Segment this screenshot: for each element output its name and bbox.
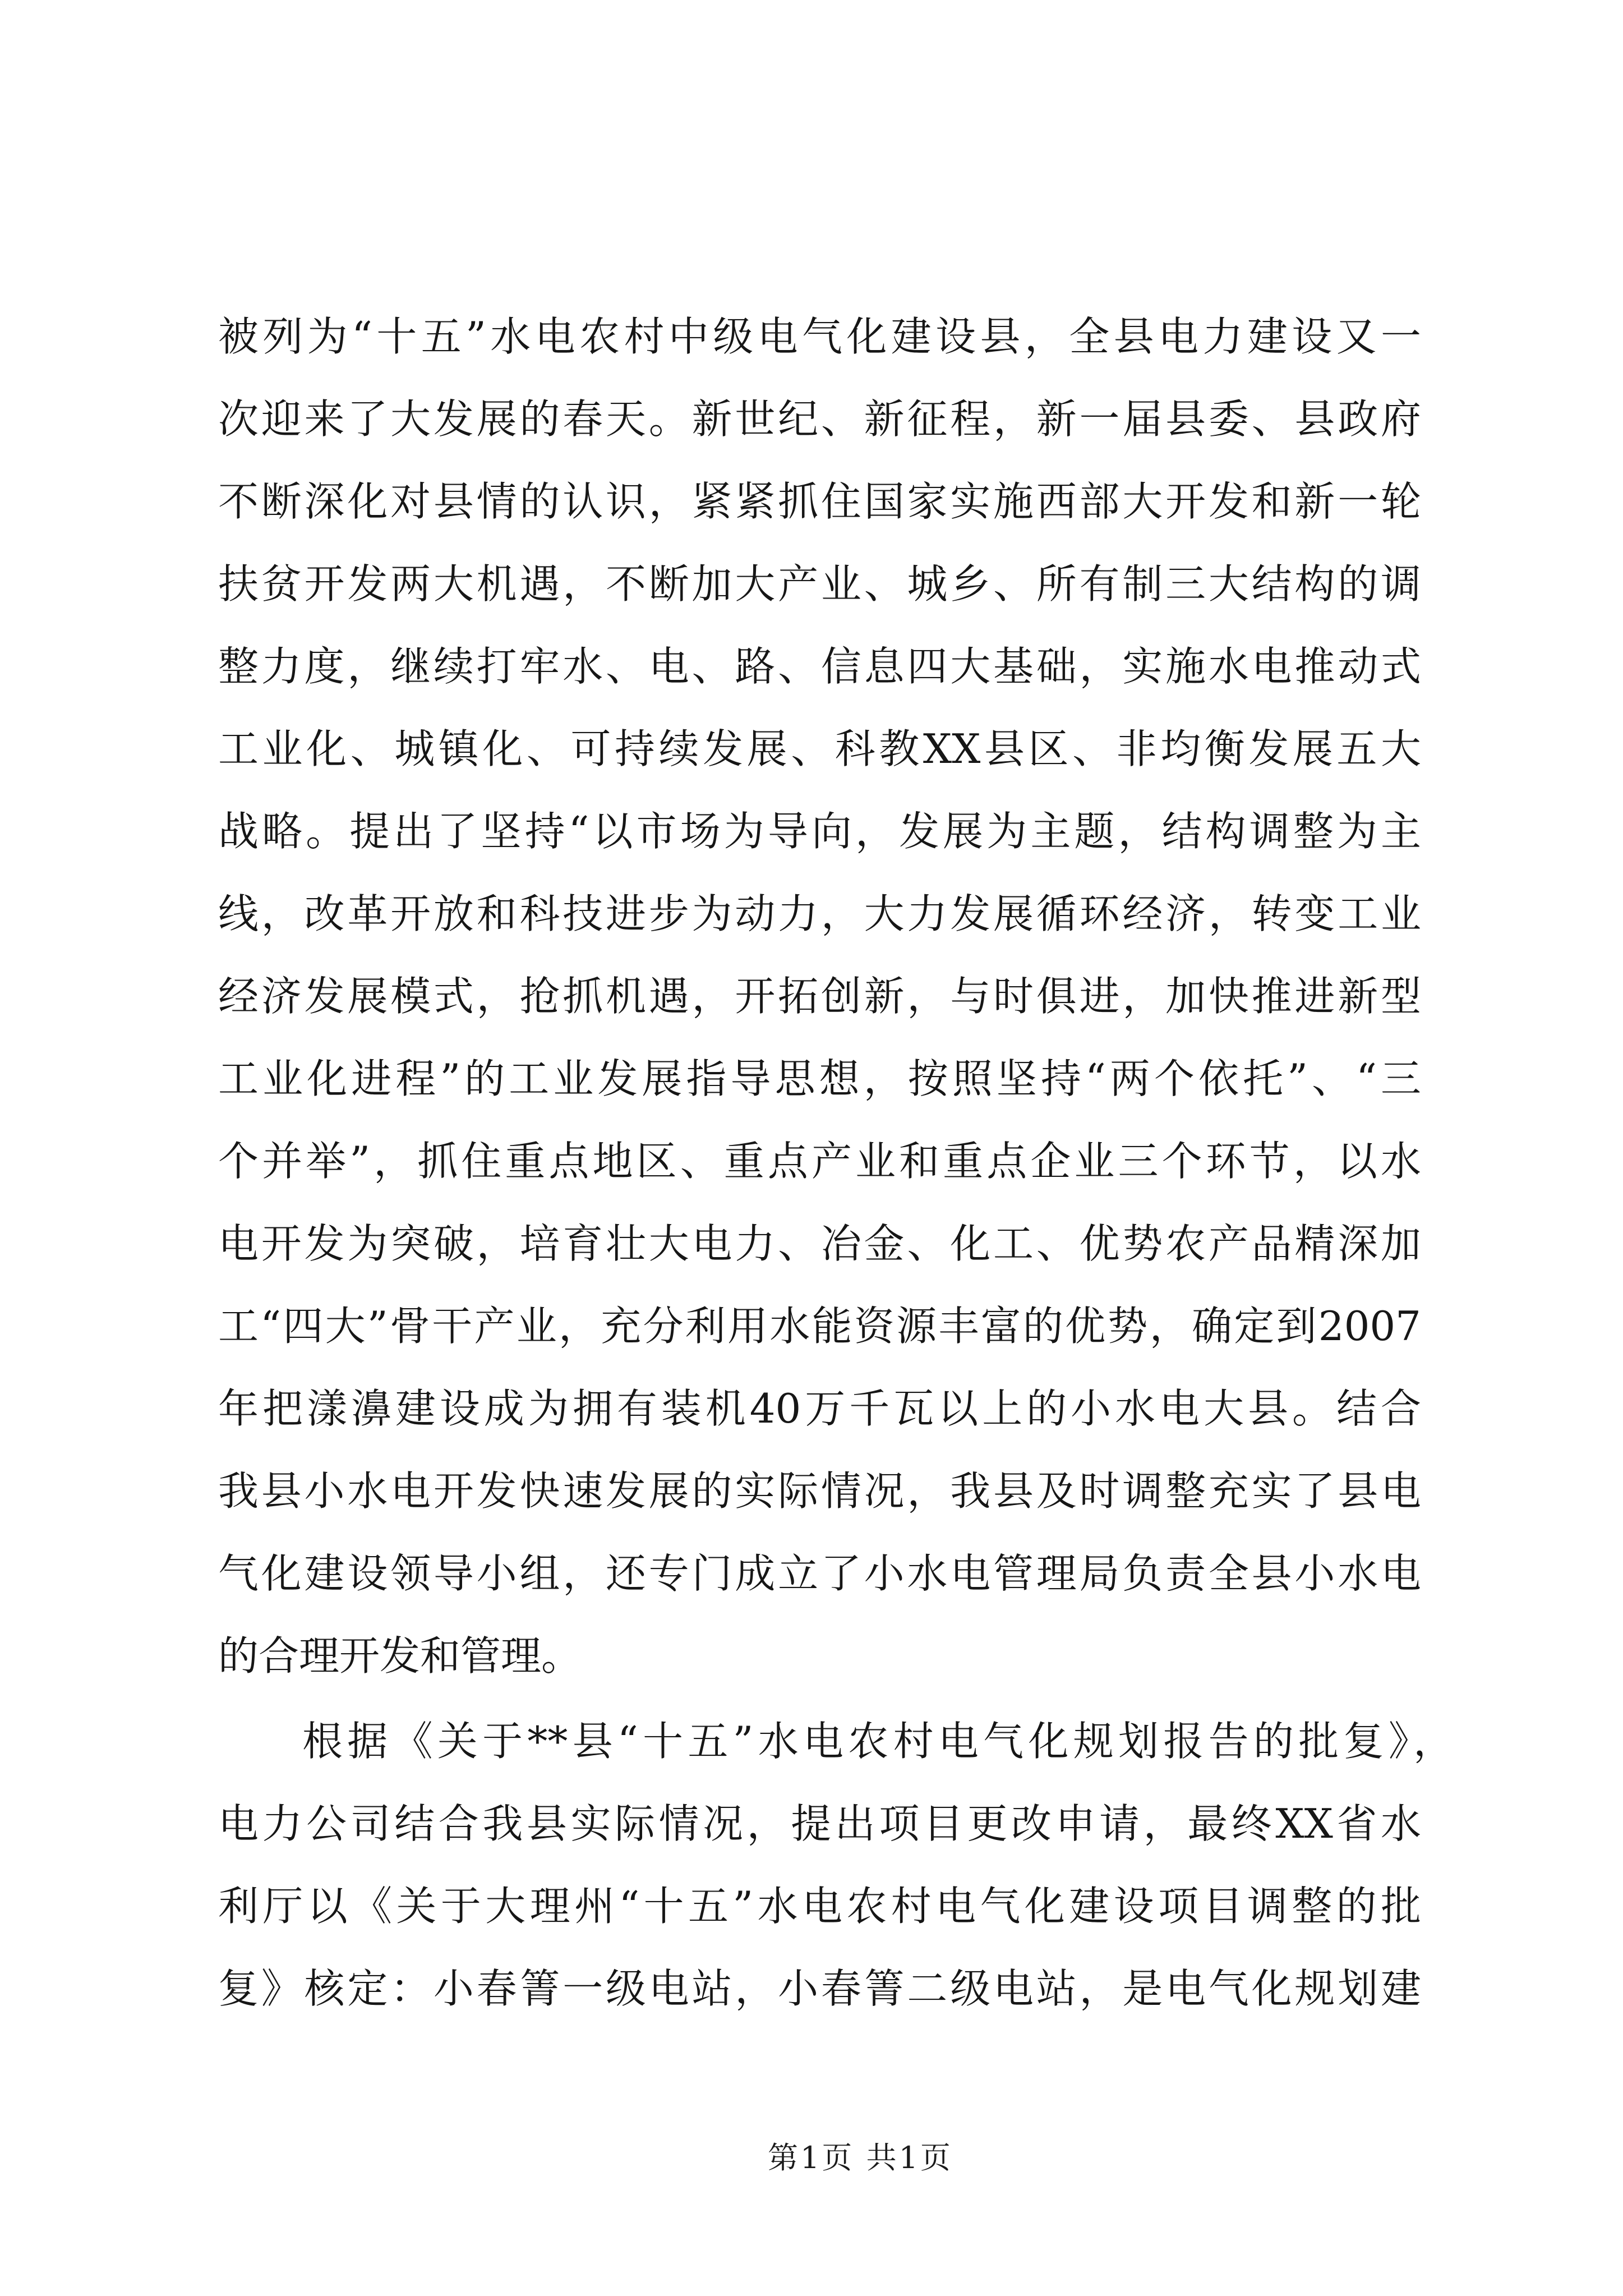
text-line: 根据《关于**县“十五”水电农村电气化规划报告的批复》， (302, 1718, 1454, 1765)
text-line: 工“四大”骨干产业，充分利用水能资源丰富的优势，确定到2007 (218, 1303, 1421, 1350)
paragraph-2 (218, 1700, 1454, 2030)
text-line: 个并举”，抓住重点地区、重点产业和重点企业三个环节，以水 (218, 1138, 1421, 1185)
text-line: 次迎来了大发展的春天。新世纪、新征程，新一届县委、县政府 (218, 395, 1421, 443)
text-line: 复》核定：小春箐一级电站，小春箐二级电站，是电气化规划建 (218, 1965, 1421, 2012)
text-line: 工业化进程”的工业发展指导思想，按照坚持“两个依托”、“三 (218, 1055, 1421, 1102)
text-line: 的合理开发和管理。 (218, 1632, 582, 1680)
text-line: 被列为“十五”水电农村中级电气化建设县，全县电力建设又一 (218, 313, 1421, 360)
text-line: 经济发展模式，抢抓机遇，开拓创新，与时俱进，加快推进新型 (218, 973, 1421, 1020)
text-line: 整力度，继续打牢水、电、路、信息四大基础，实施水电推动式 (218, 643, 1421, 690)
text-line: 线，改革开放和科技进步为动力，大力发展循环经济，转变工业 (218, 890, 1421, 937)
text-line: 电开发为突破，培育壮大电力、冶金、化工、优势农产品精深加 (218, 1220, 1421, 1267)
text-line: 气化建设领导小组，还专门成立了小水电管理局负责全县小水电 (218, 1550, 1421, 1597)
text-line: 年把漾濞建设成为拥有装机40万千瓦以上的小水电大县。结合 (218, 1385, 1421, 1432)
page-footer: 第1页 共1页 (768, 2140, 953, 2175)
text-line: 利厅以《关于大理州“十五”水电农村电气化建设项目调整的批 (218, 1883, 1421, 1930)
text-line: 电力公司结合我县实际情况，提出项目更改申请，最终XX省水 (218, 1800, 1421, 1847)
text-line: 我县小水电开发快速发展的实际情况，我县及时调整充实了县电 (218, 1467, 1421, 1515)
document-body (218, 296, 1454, 2030)
text-line: 工业化、城镇化、可持续发展、科教XX县区、非均衡发展五大 (218, 725, 1421, 772)
text-line: 扶贫开发两大机遇，不断加大产业、城乡、所有制三大结构的调 (218, 560, 1421, 608)
text-line: 不断深化对县情的认识，紧紧抓住国家实施西部大开发和新一轮 (218, 478, 1421, 525)
paragraph-1 (218, 296, 1421, 1697)
text-line: 战略。提出了坚持“以市场为导向，发展为主题，结构调整为主 (218, 808, 1421, 855)
